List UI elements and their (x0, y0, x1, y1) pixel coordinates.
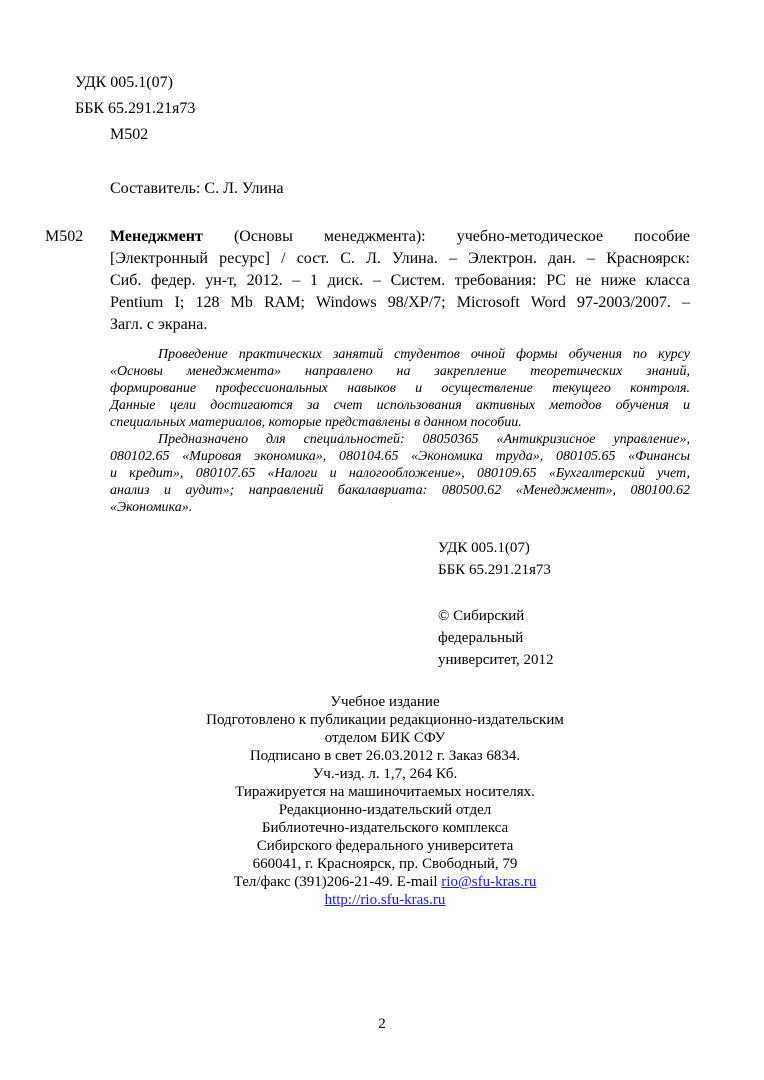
page-number: 2 (378, 1016, 386, 1032)
copyright-line-3: университет, 2012 (438, 652, 554, 668)
entry-line-1-rest: (Основы менеджмента): учебно-методическое пособие (202, 228, 690, 245)
imprint-line: Библиотечно-издательского комплекса (261, 820, 509, 836)
copyright-notice (438, 605, 638, 671)
entry-line-5: Загл. с экрана. (110, 316, 208, 333)
abstract (110, 346, 690, 516)
abstract-line: Проведение практических занятий студентов очной формы обучения по курсу (158, 347, 690, 362)
udk-code-top: УДК 005.1(07) (75, 74, 173, 91)
abstract-line: «Экономика». (110, 500, 193, 515)
imprint-contact-line (120, 873, 650, 891)
website-link[interactable]: http://rio.sfu-kras.ru (324, 892, 446, 908)
phone-text: Тел/факс (391)206-21-49. E-mail (233, 874, 442, 890)
imprint-line: Учебное издание (330, 694, 440, 710)
abstract-line: «Основы менеджмента» направлено на закрепление теоретических знаний, (110, 364, 690, 379)
author-sign-top: М502 (110, 126, 149, 143)
entry-line-3: Сиб. федер. ун-т, 2012. – 1 диск. – Систем. требования: PC не ниже класса (110, 272, 690, 289)
entry-line-4: Pentium I; 128 Mb RAM; Windows 98/XP/7; Microsoft Word 97-2003/2007. – (110, 294, 690, 311)
copyright-line-2: федеральный (438, 630, 524, 646)
abstract-line: формирование профессиональных навыков и осуществление текущего контроля. (110, 381, 690, 396)
bibliographic-entry (110, 226, 690, 336)
imprint-line: Редакционно-издательский отдел (278, 802, 492, 818)
imprint-website-line (120, 891, 650, 909)
abstract-line: Предназначено для специальностей: 08050365 «Антикризисное управление», (158, 432, 690, 447)
imprint-line: Уч.-изд. л. 1,7, 264 Кб. (312, 766, 458, 782)
abstract-line: Данные цели достигаются за счет использования активных методов обучения и (110, 398, 690, 413)
imprint-block (120, 693, 650, 909)
imprint-line: Подписано в свет 26.03.2012 г. Заказ 6834. (249, 748, 521, 764)
abstract-line: и кредит», 080107.65 «Налоги и налогообложение», 080109.65 «Бухгалтерский учет, (110, 466, 690, 481)
imprint-line: Подготовлено к публикации редакционно-издательским (206, 712, 564, 728)
abstract-line: специальных материалов, которые представлены в данном пособии. (110, 415, 522, 430)
bbk-code-top: ББК 65.291.21я73 (75, 100, 196, 117)
imprint-line: Сибирского федерального университета (256, 838, 514, 854)
email-link[interactable]: rio@sfu-kras.ru (441, 874, 537, 890)
copyright-line-1: © Сибирский (438, 608, 525, 624)
entry-author-sign: М502 (45, 228, 84, 245)
abstract-line: 080102.65 «Мировая экономика», 080104.65 «Экономика труда», 080105.65 «Финансы (110, 449, 690, 464)
abstract-line: анализ и аудит»; направлений бакалавриата: 080500.62 «Менеджмент», 080100.62 (110, 483, 690, 498)
bbk-code-right: ББК 65.291.21я73 (438, 562, 551, 578)
entry-line-1 (110, 226, 690, 248)
entry-line-2: [Электронный ресурс] / сост. С. Л. Улина. – Электрон. дан. – Красноярск: (110, 250, 690, 267)
udk-code-right: УДК 005.1(07) (438, 540, 530, 556)
imprint-line: Тиражируется на машиночитаемых носителях. (235, 784, 535, 800)
compiler-line: Составитель: С. Л. Улина (110, 180, 284, 197)
entry-title: Менеджмент (110, 228, 203, 245)
imprint-line: 660041, г. Красноярск, пр. Свободный, 79 (252, 856, 518, 872)
imprint-line: отделом БИК СФУ (324, 730, 446, 746)
